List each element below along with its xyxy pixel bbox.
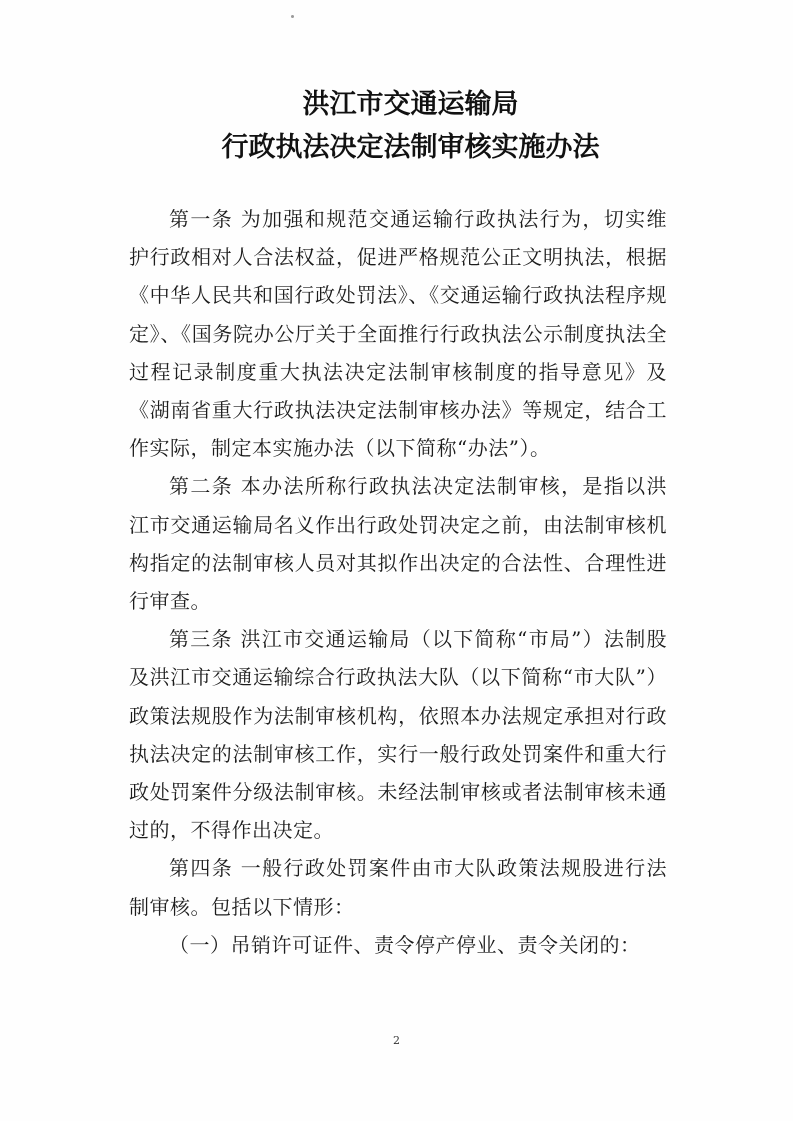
article-3-paragraph: 第三条 洪江市交通运输局（以下简称“市局”）法制股及洪江市交通运输综合行政执法大队（以下简称“市大队”）政策法规股作为法制审核机构，依照本办法规定承担对行政执法决定的法制审核工作，实行一般行政处罚案件和重大行政处罚案件分级法制审核。未经法制审核或者法制审核未通过的，不得作出决定。: [129, 627, 667, 843]
article-2-paragraph: 第二条 本办法所称行政执法决定法制审核，是指以洪江市交通运输局名义作出行政处罚决定之前，由法制审核机构指定的法制审核人员对其拟作出决定的合法性、合理性进行审查。: [129, 474, 667, 614]
article-4-item-1: （一）吊销许可证件、责令停产停业、责令关闭的：: [169, 932, 641, 957]
scan-speck: [291, 15, 294, 18]
document-title-line-2: 行政执法决定法制审核实施办法: [221, 132, 600, 163]
article-1-paragraph: 第一条 为加强和规范交通运输行政执法行为，切实维护行政相对人合法权益，促进严格规范公正文明执法，根据《中华人民共和国行政处罚法》、《交通运输行政执法程序规定》、《国务院办公厅关于全面推行行政执法公示制度执法全过程记录制度重大执法决定法制审核制度的指导意见》及《湖南省重大行政执法决定法制审核办法》等规定，结合工作实际，制定本实施办法（以下简称“办法”）。: [129, 207, 667, 461]
document-body: [129, 200, 667, 964]
document-title-line-1: 洪江市交通运输局: [302, 89, 519, 120]
page-number: 2: [393, 1034, 400, 1047]
article-4-paragraph: 第四条 一般行政处罚案件由市大队政策法规股进行法制审核。包括以下情形：: [129, 856, 667, 919]
